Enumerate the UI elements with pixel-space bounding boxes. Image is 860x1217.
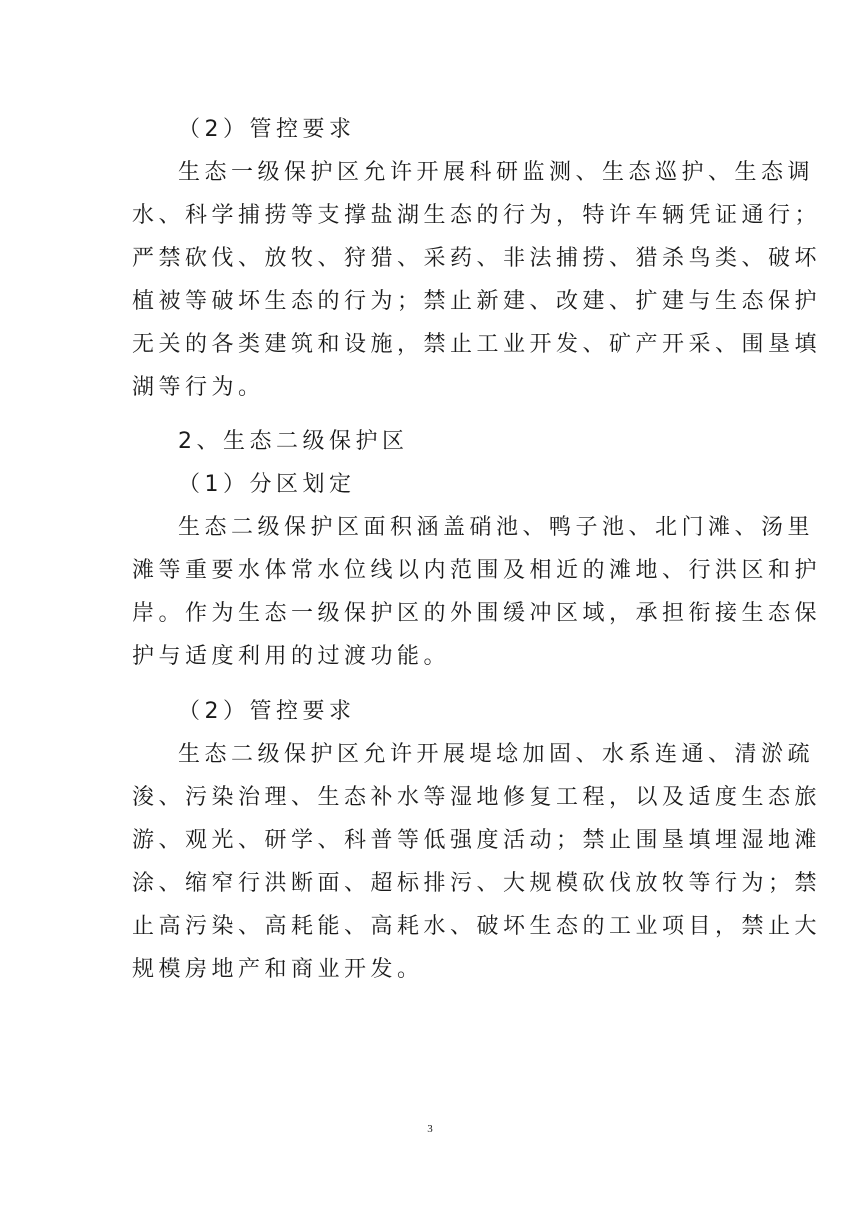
paragraph-line: 水、科学捕捞等支撑盐湖生态的行为，特许车辆凭证通行；	[132, 203, 822, 228]
page-number: 3	[427, 1123, 433, 1135]
paragraph-line: 严禁砍伐、放牧、狩猎、采药、非法捕捞、猎杀鸟类、破坏	[132, 246, 822, 271]
paragraph-line: 涂、缩窄行洪断面、超标排污、大规模砍伐放牧等行为；禁	[132, 871, 822, 896]
paragraph-line: 生态二级保护区允许开展堤埝加固、水系连通、清淤疏	[178, 742, 815, 767]
paragraph-line: 湖等行为。	[132, 375, 265, 400]
section-heading-control-requirements-1: （2）管控要求	[178, 117, 356, 142]
paragraph-line: 无关的各类建筑和设施，禁止工业开发、矿产开采、围垦填	[132, 332, 822, 357]
paragraph-line: 护与适度利用的过渡功能。	[132, 644, 451, 669]
paragraph-line: 游、观光、研学、科普等低强度活动；禁止围垦填埋湿地滩	[132, 828, 822, 853]
paragraph-line: 滩等重要水体常水位线以内范围及相近的滩地、行洪区和护	[132, 558, 822, 583]
paragraph-line: 止高污染、高耗能、高耗水、破坏生态的工业项目，禁止大	[132, 914, 822, 939]
section-heading-control-requirements-2: （2）管控要求	[178, 699, 356, 724]
paragraph-line: 规模房地产和商业开发。	[132, 957, 424, 982]
section-heading-zone-definition: （1）分区划定	[178, 472, 356, 497]
paragraph-line: 植被等破坏生态的行为；禁止新建、改建、扩建与生态保护	[132, 289, 822, 314]
paragraph-line: 岸。作为生态一级保护区的外围缓冲区域，承担衔接生态保	[132, 601, 822, 626]
paragraph-line: 生态二级保护区面积涵盖硝池、鸭子池、北门滩、汤里	[178, 515, 815, 540]
paragraph-line: 生态一级保护区允许开展科研监测、生态巡护、生态调	[178, 160, 815, 185]
section-heading-level-2-zone: 2、生态二级保护区	[178, 429, 409, 454]
paragraph-line: 浚、污染治理、生态补水等湿地修复工程，以及适度生态旅	[132, 785, 822, 810]
